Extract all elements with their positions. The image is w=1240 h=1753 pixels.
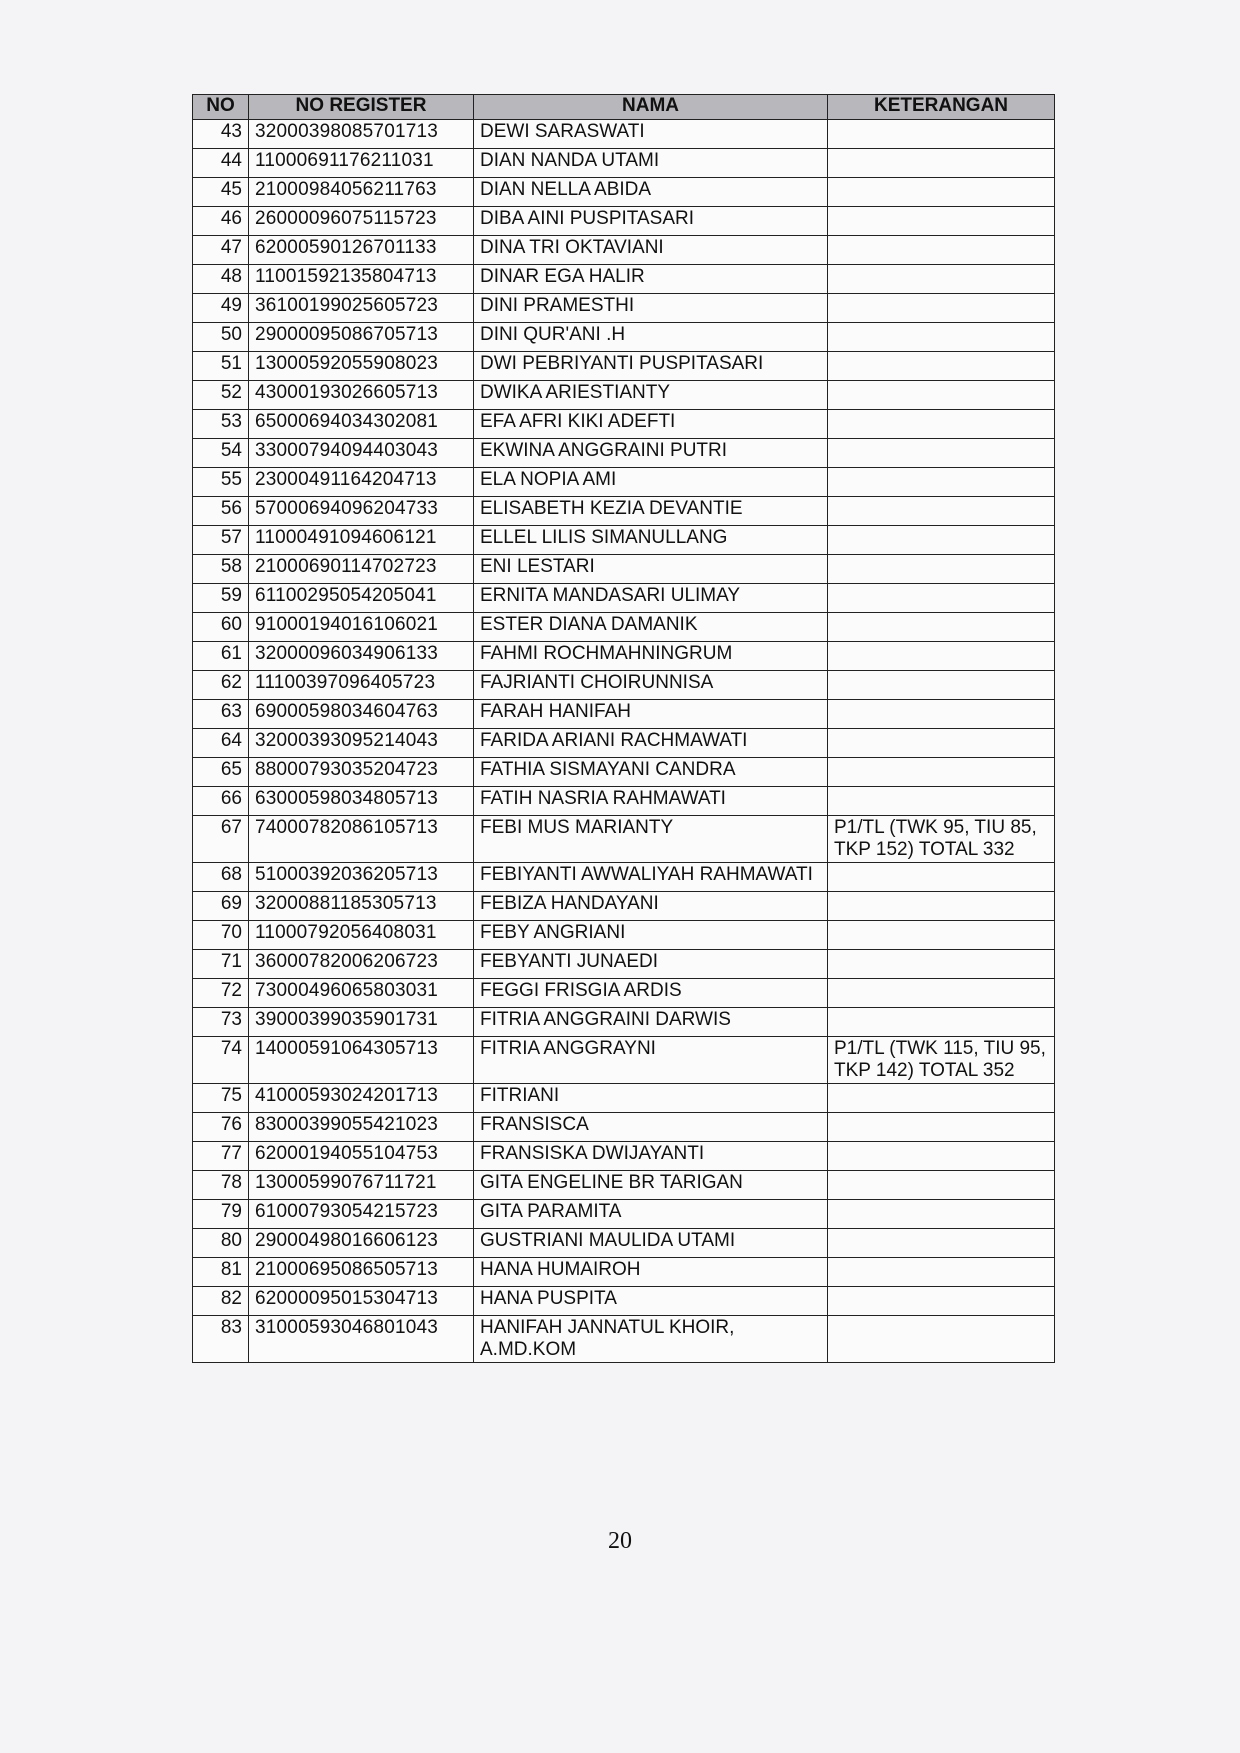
cell-register: 73000496065803031 [249, 979, 474, 1008]
table-row [193, 1142, 1055, 1171]
cell-register: 21000695086505713 [249, 1258, 474, 1287]
cell-no: 81 [193, 1258, 249, 1287]
cell-no: 45 [193, 178, 249, 207]
table-row [193, 236, 1055, 265]
cell-name: FEGGI FRISGIA ARDIS [474, 979, 828, 1008]
cell-name: FEBIYANTI AWWALIYAH RAHMAWATI [474, 863, 828, 892]
cell-register: 83000399055421023 [249, 1113, 474, 1142]
table-row [193, 410, 1055, 439]
cell-note [828, 1084, 1055, 1113]
cell-no: 83 [193, 1316, 249, 1363]
cell-note [828, 439, 1055, 468]
cell-note [828, 526, 1055, 555]
cell-register: 11000691176211031 [249, 149, 474, 178]
header-row [193, 95, 1055, 120]
cell-register: 32000096034906133 [249, 642, 474, 671]
cell-note [828, 1008, 1055, 1037]
table-row [193, 950, 1055, 979]
cell-register: 32000393095214043 [249, 729, 474, 758]
table-body [193, 120, 1055, 1363]
table-header [193, 95, 1055, 120]
cell-note [828, 497, 1055, 526]
cell-register: 62000590126701133 [249, 236, 474, 265]
cell-no: 43 [193, 120, 249, 149]
table-row [193, 526, 1055, 555]
table-row [193, 1084, 1055, 1113]
table-row [193, 1037, 1055, 1084]
table-row [193, 1287, 1055, 1316]
cell-no: 78 [193, 1171, 249, 1200]
cell-note [828, 149, 1055, 178]
cell-no: 80 [193, 1229, 249, 1258]
cell-note [828, 381, 1055, 410]
cell-note [828, 729, 1055, 758]
cell-no: 77 [193, 1142, 249, 1171]
table-row [193, 120, 1055, 149]
cell-name: FEBYANTI JUNAEDI [474, 950, 828, 979]
table-row [193, 584, 1055, 613]
table-row [193, 787, 1055, 816]
cell-name: DIAN NANDA UTAMI [474, 149, 828, 178]
cell-note [828, 555, 1055, 584]
table-row [193, 892, 1055, 921]
cell-register: 13000592055908023 [249, 352, 474, 381]
cell-no: 64 [193, 729, 249, 758]
cell-register: 36100199025605723 [249, 294, 474, 323]
cell-name: DWI PEBRIYANTI PUSPITASARI [474, 352, 828, 381]
cell-no: 71 [193, 950, 249, 979]
cell-register: 14000591064305713 [249, 1037, 474, 1084]
cell-note [828, 758, 1055, 787]
table-row [193, 816, 1055, 863]
cell-no: 79 [193, 1200, 249, 1229]
cell-name: DEWI SARASWATI [474, 120, 828, 149]
table-row [193, 1200, 1055, 1229]
cell-name: GITA PARAMITA [474, 1200, 828, 1229]
cell-register: 29000095086705713 [249, 323, 474, 352]
cell-register: 26000096075115723 [249, 207, 474, 236]
cell-register: 36000782006206723 [249, 950, 474, 979]
cell-no: 63 [193, 700, 249, 729]
table-row [193, 178, 1055, 207]
cell-name: FEBY ANGRIANI [474, 921, 828, 950]
cell-note [828, 1229, 1055, 1258]
cell-note [828, 921, 1055, 950]
cell-name: ENI LESTARI [474, 555, 828, 584]
cell-note: P1/TL (TWK 115, TIU 95, TKP 142) TOTAL 352 [828, 1037, 1055, 1084]
table-row [193, 323, 1055, 352]
table-row [193, 265, 1055, 294]
cell-note [828, 1171, 1055, 1200]
cell-no: 72 [193, 979, 249, 1008]
table-row [193, 1113, 1055, 1142]
cell-note [828, 1142, 1055, 1171]
cell-register: 11001592135804713 [249, 265, 474, 294]
table-row [193, 439, 1055, 468]
cell-register: 32000881185305713 [249, 892, 474, 921]
table-row [193, 1229, 1055, 1258]
cell-note [828, 410, 1055, 439]
cell-register: 62000194055104753 [249, 1142, 474, 1171]
cell-register: 33000794094403043 [249, 439, 474, 468]
cell-no: 50 [193, 323, 249, 352]
cell-register: 21000984056211763 [249, 178, 474, 207]
cell-register: 69000598034604763 [249, 700, 474, 729]
cell-register: 21000690114702723 [249, 555, 474, 584]
cell-note [828, 178, 1055, 207]
table-row [193, 468, 1055, 497]
table-row [193, 1258, 1055, 1287]
cell-note [828, 787, 1055, 816]
table-row [193, 700, 1055, 729]
cell-name: FEBI MUS MARIANTY [474, 816, 828, 863]
cell-note [828, 352, 1055, 381]
cell-register: 88000793035204723 [249, 758, 474, 787]
header-register: NO REGISTER [249, 95, 474, 120]
cell-note [828, 671, 1055, 700]
cell-note [828, 236, 1055, 265]
cell-register: 13000599076711721 [249, 1171, 474, 1200]
table-row [193, 921, 1055, 950]
cell-no: 62 [193, 671, 249, 700]
cell-name: HANA PUSPITA [474, 1287, 828, 1316]
cell-no: 75 [193, 1084, 249, 1113]
cell-note [828, 1316, 1055, 1363]
table-row [193, 1171, 1055, 1200]
cell-name: HANA HUMAIROH [474, 1258, 828, 1287]
cell-name: DIAN NELLA ABIDA [474, 178, 828, 207]
table-row [193, 1008, 1055, 1037]
cell-register: 41000593024201713 [249, 1084, 474, 1113]
cell-name: FATIH NASRIA RAHMAWATI [474, 787, 828, 816]
cell-register: 63000598034805713 [249, 787, 474, 816]
page-number: 20 [608, 1528, 632, 1554]
cell-note [828, 207, 1055, 236]
cell-name: ELA NOPIA AMI [474, 468, 828, 497]
cell-name: DINI PRAMESTHI [474, 294, 828, 323]
cell-no: 49 [193, 294, 249, 323]
cell-register: 39000399035901731 [249, 1008, 474, 1037]
header-note: KETERANGAN [828, 95, 1055, 120]
cell-no: 67 [193, 816, 249, 863]
cell-note [828, 700, 1055, 729]
participant-table [192, 94, 1055, 1363]
cell-name: DINA TRI OKTAVIANI [474, 236, 828, 265]
cell-register: 65000694034302081 [249, 410, 474, 439]
cell-name: FITRIA ANGGRAINI DARWIS [474, 1008, 828, 1037]
cell-no: 56 [193, 497, 249, 526]
cell-no: 68 [193, 863, 249, 892]
cell-name: ELISABETH KEZIA DEVANTIE [474, 497, 828, 526]
cell-name: FITRIA ANGGRAYNI [474, 1037, 828, 1084]
table-row [193, 149, 1055, 178]
table-row [193, 1316, 1055, 1363]
cell-no: 60 [193, 613, 249, 642]
table-row [193, 979, 1055, 1008]
cell-register: 23000491164204713 [249, 468, 474, 497]
cell-note [828, 613, 1055, 642]
cell-register: 29000498016606123 [249, 1229, 474, 1258]
cell-name: DIBA AINI PUSPITASARI [474, 207, 828, 236]
table-row [193, 207, 1055, 236]
cell-note [828, 1287, 1055, 1316]
cell-note [828, 642, 1055, 671]
cell-register: 57000694096204733 [249, 497, 474, 526]
cell-no: 59 [193, 584, 249, 613]
table-row [193, 729, 1055, 758]
cell-name: ERNITA MANDASARI ULIMAY [474, 584, 828, 613]
table-row [193, 497, 1055, 526]
cell-register: 31000593046801043 [249, 1316, 474, 1363]
cell-name: GUSTRIANI MAULIDA UTAMI [474, 1229, 828, 1258]
table-row [193, 352, 1055, 381]
cell-name: ELLEL LILIS SIMANULLANG [474, 526, 828, 555]
cell-register: 61000793054215723 [249, 1200, 474, 1229]
cell-name: FAHMI ROCHMAHNINGRUM [474, 642, 828, 671]
cell-no: 82 [193, 1287, 249, 1316]
cell-no: 54 [193, 439, 249, 468]
cell-name: ESTER DIANA DAMANIK [474, 613, 828, 642]
cell-register: 11100397096405723 [249, 671, 474, 700]
cell-no: 52 [193, 381, 249, 410]
cell-name: DINAR EGA HALIR [474, 265, 828, 294]
cell-note [828, 863, 1055, 892]
header-name: NAMA [474, 95, 828, 120]
cell-register: 11000491094606121 [249, 526, 474, 555]
cell-note [828, 979, 1055, 1008]
cell-name: FARAH HANIFAH [474, 700, 828, 729]
cell-note: P1/TL (TWK 95, TIU 85, TKP 152) TOTAL 332 [828, 816, 1055, 863]
cell-no: 74 [193, 1037, 249, 1084]
cell-name: FRANSISCA [474, 1113, 828, 1142]
cell-note [828, 584, 1055, 613]
cell-note [828, 468, 1055, 497]
cell-no: 55 [193, 468, 249, 497]
cell-name: FRANSISKA DWIJAYANTI [474, 1142, 828, 1171]
cell-note [828, 892, 1055, 921]
table-row [193, 381, 1055, 410]
cell-no: 51 [193, 352, 249, 381]
cell-name: EFA AFRI KIKI ADEFTI [474, 410, 828, 439]
cell-name: FARIDA ARIANI RACHMAWATI [474, 729, 828, 758]
cell-no: 46 [193, 207, 249, 236]
cell-note [828, 1113, 1055, 1142]
cell-no: 70 [193, 921, 249, 950]
cell-note [828, 120, 1055, 149]
cell-no: 48 [193, 265, 249, 294]
cell-name: FITRIANI [474, 1084, 828, 1113]
cell-note [828, 265, 1055, 294]
cell-no: 76 [193, 1113, 249, 1142]
cell-no: 53 [193, 410, 249, 439]
cell-name: FEBIZA HANDAYANI [474, 892, 828, 921]
cell-no: 44 [193, 149, 249, 178]
cell-no: 73 [193, 1008, 249, 1037]
cell-name: DINI QUR'ANI .H [474, 323, 828, 352]
cell-name: GITA ENGELINE BR TARIGAN [474, 1171, 828, 1200]
cell-note [828, 323, 1055, 352]
table-row [193, 613, 1055, 642]
cell-name: FAJRIANTI CHOIRUNNISA [474, 671, 828, 700]
cell-note [828, 950, 1055, 979]
cell-name: EKWINA ANGGRAINI PUTRI [474, 439, 828, 468]
cell-no: 66 [193, 787, 249, 816]
cell-register: 51000392036205713 [249, 863, 474, 892]
cell-no: 69 [193, 892, 249, 921]
cell-register: 43000193026605713 [249, 381, 474, 410]
cell-register: 32000398085701713 [249, 120, 474, 149]
table-row [193, 294, 1055, 323]
cell-register: 74000782086105713 [249, 816, 474, 863]
table-row [193, 863, 1055, 892]
cell-note [828, 1258, 1055, 1287]
cell-no: 65 [193, 758, 249, 787]
cell-no: 47 [193, 236, 249, 265]
cell-name: HANIFAH JANNATUL KHOIR, A.MD.KOM [474, 1316, 828, 1363]
cell-note [828, 294, 1055, 323]
table-row [193, 642, 1055, 671]
header-no: NO [193, 95, 249, 120]
table-row [193, 555, 1055, 584]
cell-register: 11000792056408031 [249, 921, 474, 950]
cell-note [828, 1200, 1055, 1229]
table-row [193, 758, 1055, 787]
cell-register: 91000194016106021 [249, 613, 474, 642]
cell-no: 61 [193, 642, 249, 671]
cell-register: 61100295054205041 [249, 584, 474, 613]
table-row [193, 671, 1055, 700]
cell-register: 62000095015304713 [249, 1287, 474, 1316]
cell-name: FATHIA SISMAYANI CANDRA [474, 758, 828, 787]
cell-no: 57 [193, 526, 249, 555]
cell-no: 58 [193, 555, 249, 584]
cell-name: DWIKA ARIESTIANTY [474, 381, 828, 410]
